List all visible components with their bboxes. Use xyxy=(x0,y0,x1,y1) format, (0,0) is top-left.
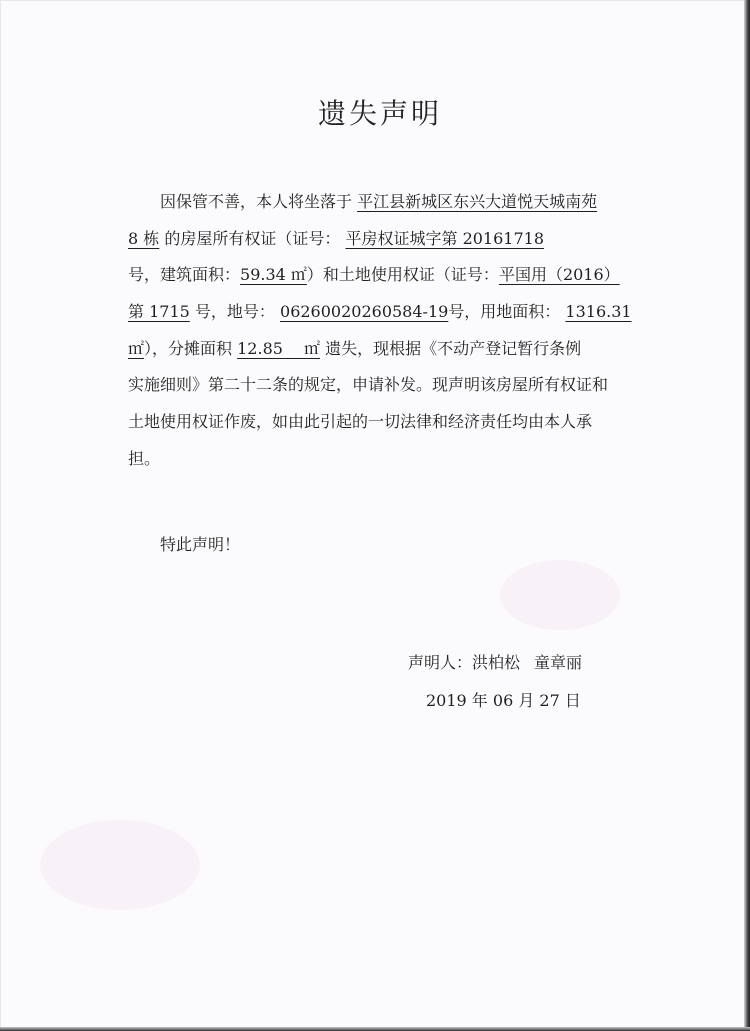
paper-smudge xyxy=(500,560,620,630)
body-line-2 xyxy=(128,221,640,258)
body-line-6: 实施细则》第二十二条的规定，申请补发。现声明该房屋所有权证和 xyxy=(128,375,609,395)
house-certificate-number: 平房权证城字第 20161718 xyxy=(345,228,545,248)
paper-smudge xyxy=(40,820,200,910)
body-line-1 xyxy=(128,184,640,221)
declaration-body xyxy=(128,184,640,478)
body-text-segment: ），分摊面积 xyxy=(144,338,233,358)
body-text-segment: ）和土地使用权证（证号： xyxy=(306,265,499,285)
land-area-unit: ㎡ xyxy=(128,338,145,358)
closing-statement: 特此声明！ xyxy=(160,535,241,554)
land-area: 1316.31 xyxy=(565,302,632,322)
body-text-segment: 号，用地面积： xyxy=(448,302,561,322)
shared-area: 12.85 ㎡ xyxy=(237,338,321,358)
building-area: 59.34 ㎡ xyxy=(240,265,307,285)
body-line-5 xyxy=(128,331,640,368)
scan-edge-right xyxy=(744,0,750,1031)
land-certificate-number-cont: 第 1715 xyxy=(128,302,190,322)
body-line-7: 土地使用权证作废，如由此引起的一切法律和经济责任均由本人承 xyxy=(128,412,593,432)
scan-edge-bottom xyxy=(0,1027,750,1031)
declarant-name-2: 童章丽 xyxy=(534,653,583,672)
declaration-date: 2019 年 06 月 27 日 xyxy=(426,691,581,710)
body-text-segment: 因保管不善，本人将坐落于 xyxy=(160,192,353,211)
declarant-name-1: 洪柏松 xyxy=(472,653,521,672)
property-building: 8 栋 xyxy=(128,228,160,248)
body-text-segment: 号，建筑面积： xyxy=(128,265,241,285)
property-address: 平江县新城区东兴大道悦天城南苑 xyxy=(357,192,598,211)
declarant-line xyxy=(408,650,582,673)
land-certificate-number: 平国用（2016） xyxy=(498,265,620,285)
body-line-4 xyxy=(128,294,640,331)
body-line-8: 担。 xyxy=(128,448,161,468)
body-text-segment: 遗失，现根据《不动产登记暂行条例 xyxy=(325,338,582,358)
declarant-label: 声明人： xyxy=(408,653,473,672)
body-text-segment: 号，地号： xyxy=(194,302,275,322)
document-title: 遗失声明 xyxy=(317,97,442,130)
body-line-3 xyxy=(128,257,640,294)
lot-number: 06260020260584-19 xyxy=(280,302,449,322)
body-text-segment: 的房屋所有权证（证号： xyxy=(164,228,341,248)
